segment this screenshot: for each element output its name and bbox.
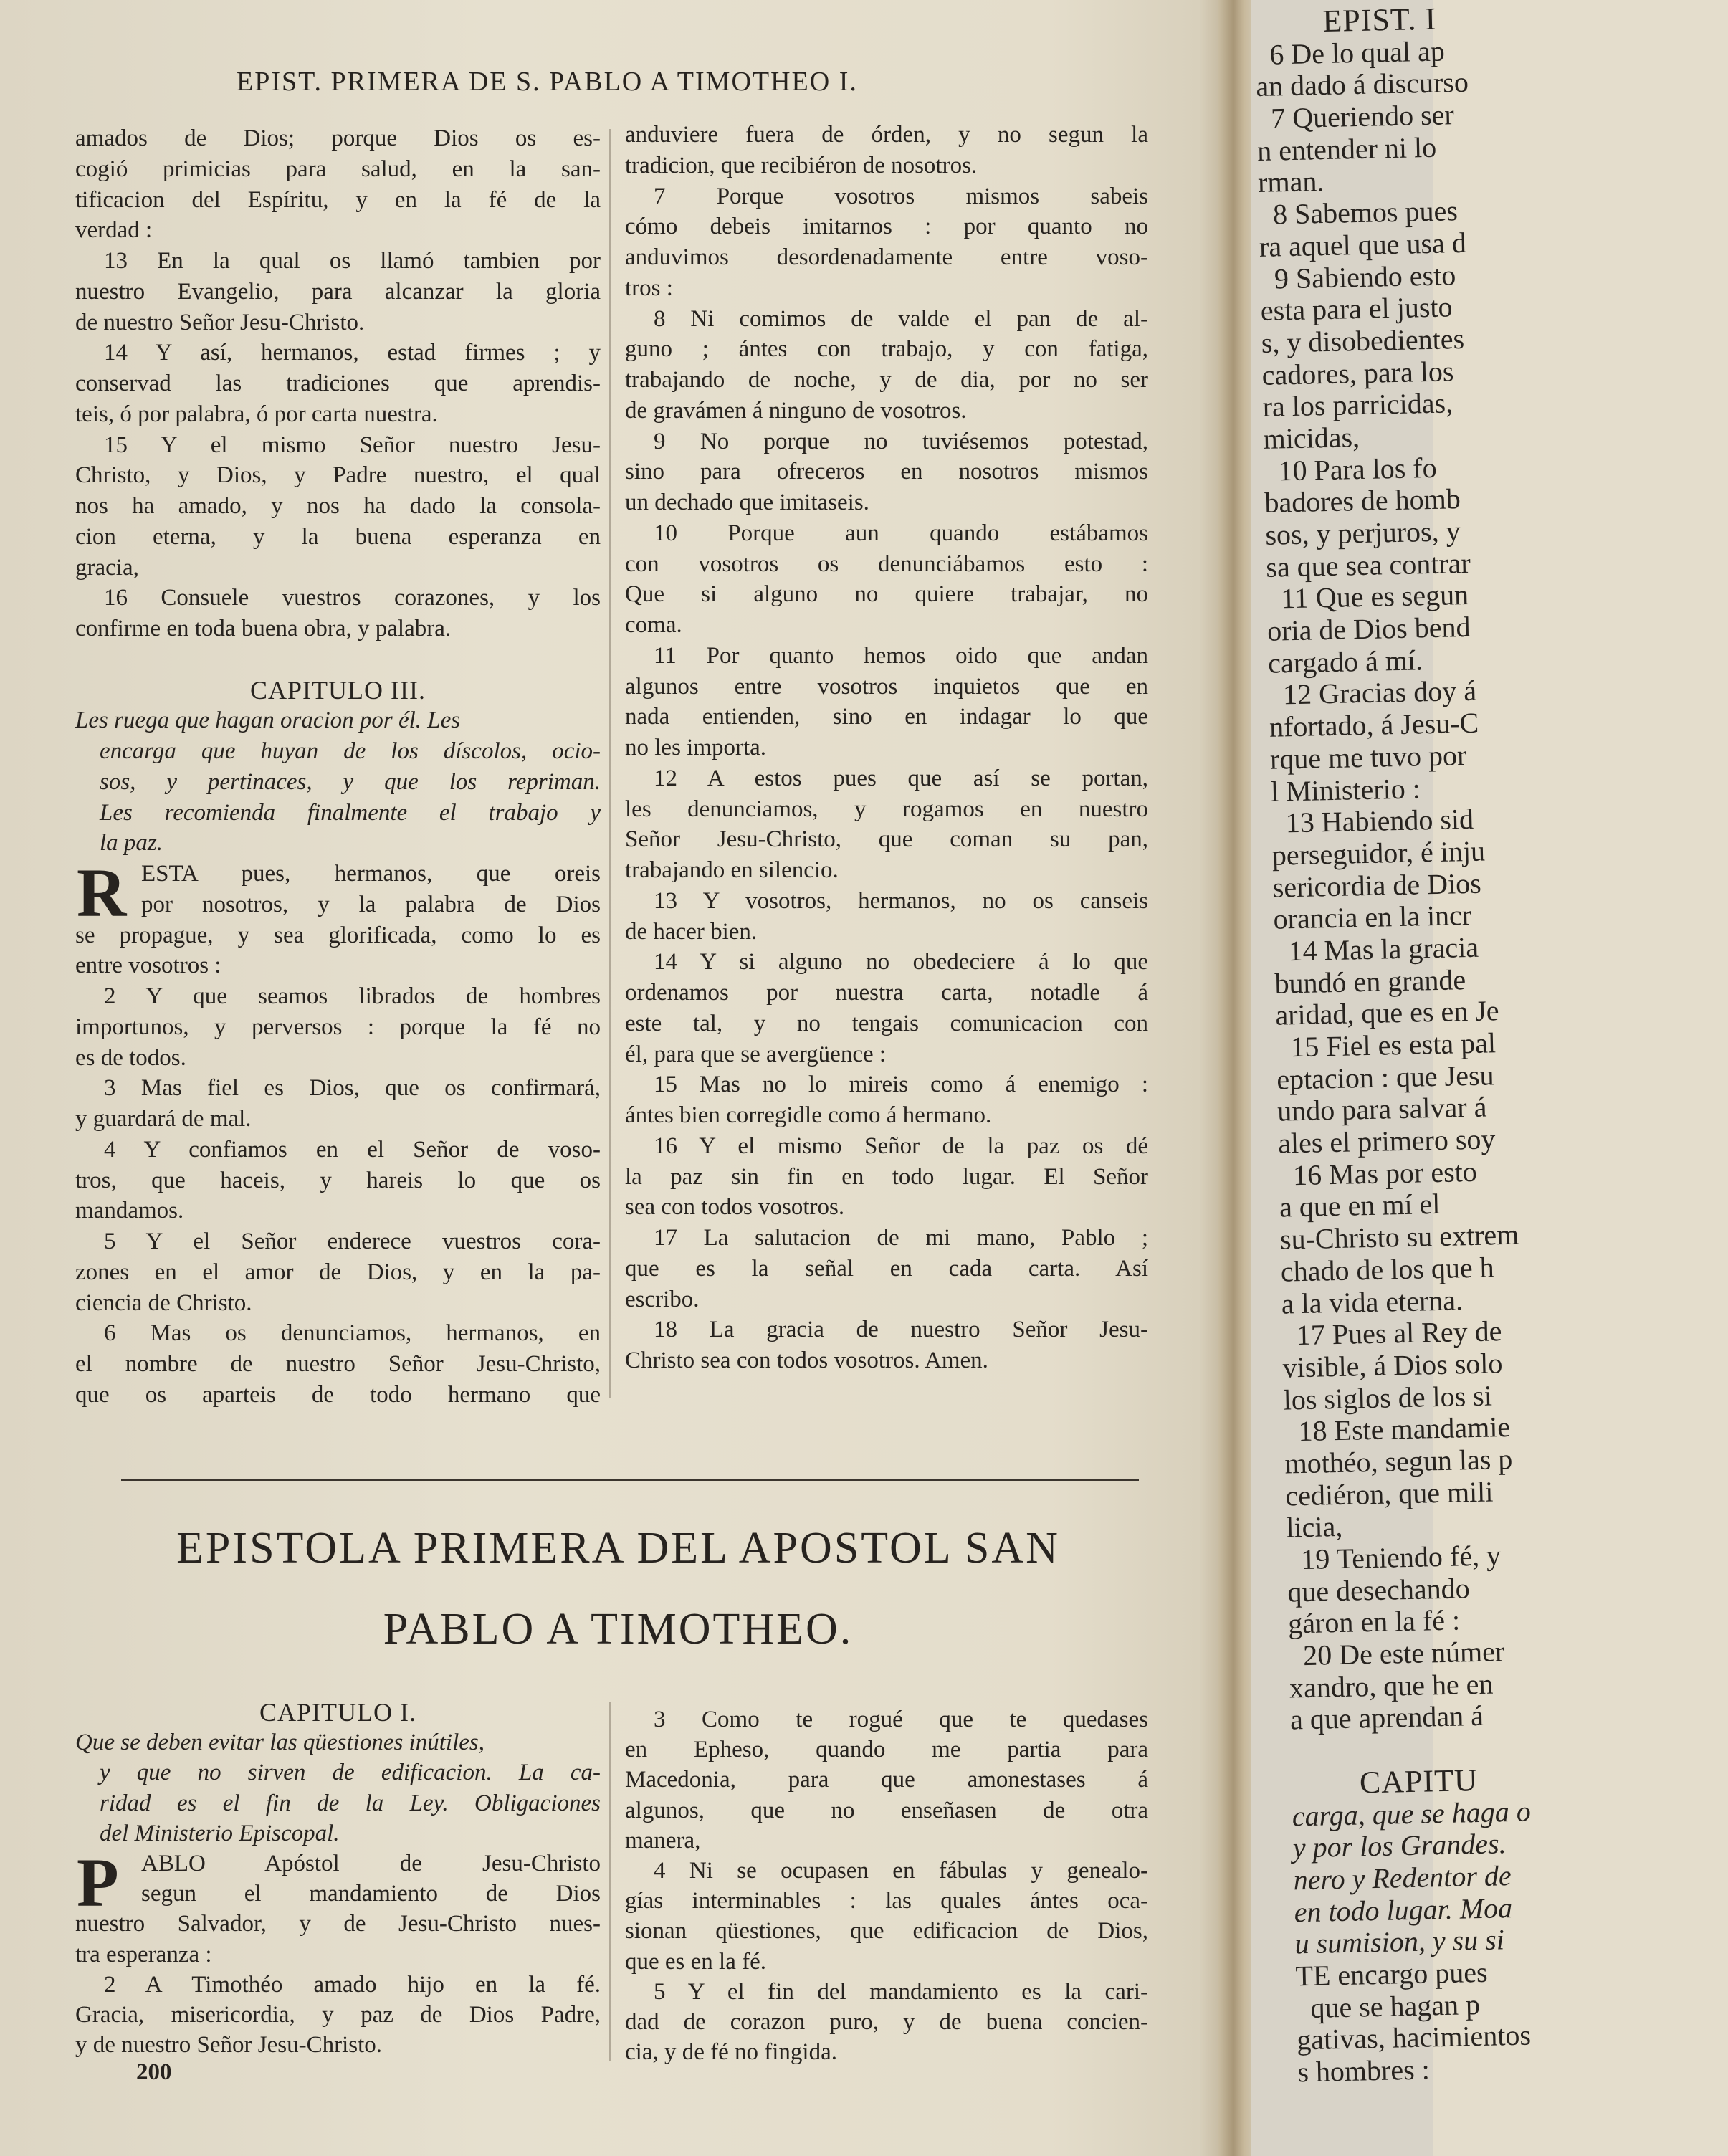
line-text: un dechado que imitaseis. (625, 490, 869, 515)
text-line (75, 583, 601, 614)
text-line (625, 610, 1148, 641)
text-line (75, 1940, 601, 1970)
line-text: 17 Pues al Rey de (1281, 1315, 1502, 1352)
line-text: nada entienden, sino en indagar lo que (625, 704, 1148, 730)
line-text: 9 Sabiendo esto (1259, 258, 1456, 295)
line-text: cómo debeis imitarnos : por quanto no (625, 214, 1148, 240)
line-text: aridad, que es en Je (1274, 994, 1499, 1031)
line-text: trabajando de noche, y de dia, por no ser (625, 367, 1148, 393)
section-divider (121, 1479, 1139, 1481)
line-text: 3 Como te rogué que te quedases (654, 1707, 1148, 1732)
text-line (625, 702, 1148, 733)
line-text: Que se deben evitar las qüestiones inútiles, (75, 1730, 484, 1756)
text-line (625, 1345, 1148, 1376)
line-text: que es la señal en cada carta. Así (625, 1255, 1148, 1282)
text-line (625, 1284, 1148, 1315)
text-line (75, 1257, 601, 1288)
text-line (625, 273, 1148, 304)
line-text: que desechando (1287, 1571, 1471, 1608)
text-line (75, 338, 601, 368)
line-text: de gravámen á ninguno de vosotros. (625, 397, 967, 424)
line-text: 14 Mas la gracia (1274, 930, 1479, 968)
line-text: 8 Sabemos pues (1258, 194, 1459, 232)
running-header: EPIST. PRIMERA DE S. PABLO A TIMOTHEO I. (237, 67, 858, 97)
line-text: tros, que haceis, y hareis lo que os (75, 1167, 601, 1193)
line-text: 15 Mas no lo mireis como á enemigo : (654, 1072, 1148, 1098)
line-text: que se hagan p (1296, 1988, 1481, 2025)
chapter-summary-line (75, 705, 601, 736)
drop-cap: P (77, 1843, 119, 1921)
text-line (625, 1223, 1148, 1254)
line-text: u sumision, y su si (1294, 1923, 1505, 1960)
line-text: el nombre de nuestro Señor Jesu-Christo, (75, 1351, 601, 1377)
text-line (75, 920, 601, 951)
line-text: 2 Y que seamos librados de hombres (104, 983, 601, 1009)
line-text: y guardará de mal. (75, 1106, 252, 1132)
line-text: gías interminables : las quales ántes oca- (625, 1888, 1148, 1914)
line-text: l Ministerio : (1270, 771, 1421, 808)
line-text: manera, (625, 1827, 701, 1854)
text-line (75, 614, 601, 644)
line-text: anduvimos desordenadamente entre voso- (625, 244, 1148, 270)
line-text: en todo lugar. Moa (1294, 1891, 1513, 1928)
line-text: ABLO Apóstol de Jesu-Christo (141, 1850, 601, 1876)
line-text: coma. (625, 612, 682, 638)
line-text: 19 Teniendo fé, y (1286, 1539, 1502, 1576)
text-line (75, 1104, 601, 1135)
line-text: conservad las tradiciones que aprendis- (75, 371, 601, 396)
top-right-column (625, 120, 1148, 1376)
chapter-summary-line (75, 798, 601, 829)
line-text: Gracia, misericordia, y paz de Dios Padre, (75, 2001, 601, 2028)
line-text: 13 En la qual os llamó tambien por (104, 248, 601, 274)
text-line (625, 1162, 1148, 1193)
line-text: an dado á discurso (1255, 66, 1469, 103)
line-text: a la vida eterna. (1281, 1283, 1464, 1320)
line-text: cediéron, que mili (1285, 1475, 1494, 1512)
line-text: que es en la fé. (625, 1948, 766, 1975)
line-text: ridad es el fin de la Ley. Obligaciones (100, 1790, 601, 1816)
text-line (75, 1073, 601, 1104)
text-line (625, 672, 1148, 702)
text-line (625, 1856, 1148, 1886)
text-line (625, 457, 1148, 487)
text-line (625, 1008, 1148, 1039)
line-text: micidas, (1263, 420, 1360, 455)
line-text: mandamos. (75, 1198, 184, 1224)
line-text: 17 La salutacion de mi mano, Pablo ; (654, 1225, 1148, 1251)
line-text: bundó en grande (1274, 963, 1466, 1000)
line-text: 6 De lo qual ap (1254, 34, 1446, 71)
line-text: 5 Y el fin del mandamiento es la cari- (654, 1978, 1148, 2005)
text-line (75, 307, 601, 338)
line-text: nfortado, á Jesu-C (1269, 706, 1479, 743)
text-line (625, 947, 1148, 978)
line-text: tradicion, que recibiéron de nosotros. (625, 152, 978, 178)
text-line (625, 242, 1148, 273)
chapter-summary-line (75, 1818, 601, 1849)
line-text: segun el mandamiento de Dios (141, 1881, 601, 1907)
line-text: algunos, que no enseñasen de otra (625, 1797, 1148, 1823)
text-line (75, 1970, 601, 2000)
right-page-column (1254, 0, 1728, 2089)
line-text: carga, que se haga o (1292, 1794, 1532, 1832)
line-text: dad de corazon puro, y de buena concien- (625, 2008, 1148, 2035)
text-line (625, 1795, 1148, 1826)
line-text: visible, á Dios solo (1282, 1347, 1503, 1384)
line-text: CAPITU (1359, 1762, 1479, 1800)
text-line (75, 644, 601, 675)
text-line (625, 120, 1148, 151)
line-text: la paz sin fin en todo lugar. El Señor (625, 1163, 1148, 1190)
line-text: tros : (625, 275, 673, 301)
column-rule (609, 1702, 611, 2061)
line-text: 7 Porque vosotros mismos sabeis (654, 183, 1148, 209)
text-line (625, 1254, 1148, 1284)
line-text: rque me tuvo por (1269, 738, 1467, 776)
line-text: ciencia de Christo. (75, 1289, 252, 1316)
text-line (75, 553, 601, 583)
line-text: 16 Y el mismo Señor de la paz os dé (654, 1132, 1148, 1159)
line-text: n entender ni lo (1256, 130, 1437, 167)
text-line (75, 491, 601, 522)
line-text: importunos, y perversos : porque la fé no (75, 1013, 601, 1040)
chapter-summary-line (75, 1757, 601, 1788)
text-line (625, 396, 1148, 426)
line-text: trabajando en silencio. (625, 857, 839, 883)
line-text: rman. (1257, 165, 1324, 199)
epistle-title-line-2: PABLO A TIMOTHEO. (383, 1605, 854, 1654)
line-text: 13 Y vosotros, hermanos, no os canseis (654, 887, 1148, 914)
chapter-summary-line (75, 1727, 601, 1757)
column-rule (609, 129, 611, 1398)
epistle-title-line-1: EPISTOLA PRIMERA DEL APOSTOL SAN (176, 1524, 1060, 1573)
line-text: confirme en toda buena obra, y palabra. (75, 616, 452, 641)
line-text: mothéo, segun las p (1284, 1442, 1513, 1480)
line-text: y de nuestro Señor Jesu-Christo. (75, 2032, 383, 2059)
line-text: 15 Fiel es esta pal (1275, 1026, 1497, 1064)
line-text: a que aprendan á (1289, 1699, 1484, 1736)
line-text: ra los parricidas, (1262, 386, 1453, 424)
line-text: nos ha amado, y nos ha dado la consola- (75, 493, 601, 519)
line-text: esta para el justo (1260, 290, 1453, 328)
line-text: los siglos de los si (1283, 1379, 1493, 1416)
line-text: entre vosotros : (75, 953, 221, 979)
line-text: tra esperanza : (75, 1941, 212, 1967)
line-text: 20 De este númer (1288, 1635, 1505, 1672)
line-text: del Ministerio Episcopal. (100, 1820, 340, 1846)
line-text: 4 Ni se ocupasen en fábulas y genealo- (654, 1857, 1148, 1884)
line-text: 10 Porque aun quando estábamos (654, 520, 1148, 546)
text-line (75, 889, 601, 920)
text-line (75, 1226, 601, 1257)
line-text: eptacion : que Jesu (1276, 1059, 1494, 1096)
line-text: 14 Y así, hermanos, estad firmes ; y (104, 340, 601, 366)
text-line (75, 1043, 601, 1074)
text-line (625, 181, 1148, 212)
line-text: por nosotros, y la palabra de Dios (141, 891, 601, 917)
line-text: nuestro Salvador, y de Jesu-Christo nues- (75, 1911, 601, 1937)
line-text: gracia, (75, 554, 139, 581)
line-text: con vosotros os denunciábamos esto : (625, 550, 1148, 577)
line-text: se propague, y sea glorificada, como lo es (75, 922, 601, 948)
right-page (1251, 0, 1532, 2156)
text-line (625, 487, 1148, 518)
line-text: EPIST. I (1322, 1, 1437, 39)
text-line (75, 430, 601, 461)
line-text: perseguidor, é inju (1271, 834, 1486, 872)
text-line (75, 1135, 601, 1165)
text-line (625, 518, 1148, 549)
line-text: CAPITULO I. (259, 1698, 416, 1727)
line-text: licia, (1285, 1510, 1343, 1544)
text-line (625, 1916, 1148, 1946)
line-text: este tal, y no tengais comunicacion con (625, 1010, 1148, 1036)
line-text: sericordia de Dios (1272, 867, 1482, 904)
top-left-column (75, 123, 601, 1411)
line-text: s hombres : (1297, 2053, 1431, 2089)
line-text: amados de Dios; porque Dios os es- (75, 125, 601, 151)
text-line (75, 950, 601, 981)
line-text: 16 Mas por esto (1278, 1155, 1478, 1192)
line-text: gativas, hacimientos (1296, 2018, 1532, 2056)
line-text: sos, y perjuros, y (1264, 515, 1461, 551)
text-line (75, 246, 601, 277)
line-text: sea con todos vosotros. (625, 1194, 845, 1221)
text-line (625, 2007, 1148, 2037)
line-text: cia, y de fé no fingida. (625, 2039, 837, 2066)
text-line (625, 365, 1148, 396)
line-text: undo para salvar á (1276, 1090, 1487, 1128)
text-line (625, 886, 1148, 917)
text-line (625, 978, 1148, 1008)
line-text: algunos entre vosotros inquietos que en (625, 673, 1148, 700)
line-text: encarga que huyan de los díscolos, ocio- (100, 738, 601, 764)
line-text: 5 Y el Señor enderece vuestros cora- (104, 1229, 601, 1254)
text-line (625, 2037, 1148, 2067)
line-text: xandro, que he en (1289, 1667, 1494, 1704)
line-text: Les ruega que hagan oracion por él. Les (75, 707, 461, 734)
line-text: es de todos. (75, 1044, 186, 1071)
text-line (625, 211, 1148, 242)
text-line (625, 1886, 1148, 1916)
line-text: s, y disobedientes (1261, 322, 1465, 359)
bottom-left-column (75, 1697, 601, 2060)
text-line (625, 304, 1148, 335)
text-line (625, 1826, 1148, 1856)
line-text: escribo. (625, 1286, 700, 1312)
line-text: 18 La gracia de nuestro Señor Jesu- (654, 1317, 1148, 1343)
line-text: su-Christo su extrem (1279, 1218, 1519, 1256)
text-line (75, 981, 601, 1012)
text-line (625, 579, 1148, 610)
line-text: guno ; ántes con trabajo, y con fatiga, (625, 336, 1148, 363)
line-text: la paz. (100, 830, 163, 857)
line-text: ordenamos por nuestra carta, notadle á (625, 980, 1148, 1006)
line-text: 18 Este mandamie (1284, 1411, 1511, 1448)
text-line (75, 1318, 601, 1349)
line-text: 11 Que es segun (1266, 578, 1469, 616)
chapter-summary-line (75, 736, 601, 767)
line-text: él, para que se avergüence : (625, 1041, 887, 1067)
line-text: oria de Dios bend (1266, 610, 1471, 647)
text-line (625, 917, 1148, 948)
line-text: teis, ó por palabra, ó por carta nuestra. (75, 401, 438, 427)
text-line (625, 1131, 1148, 1162)
line-text: 4 Y confiamos en el Señor de voso- (104, 1136, 601, 1163)
line-text: sos, y pertinaces, y que los repriman. (100, 768, 601, 795)
line-text: en Epheso, quando me partia para (625, 1737, 1148, 1763)
text-line (75, 1012, 601, 1043)
line-text: zones en el amor de Dios, y en la pa- (75, 1259, 601, 1285)
line-text: cadores, para los (1261, 354, 1454, 391)
line-text: ra aquel que usa d (1259, 226, 1467, 263)
line-text: Christo sea con todos vosotros. Amen. (625, 1348, 988, 1373)
text-line (75, 123, 601, 154)
line-text: 6 Mas os denunciamos, hermanos, en (104, 1320, 601, 1347)
line-text: 16 Consuele vuestros corazones, y los (104, 585, 601, 611)
line-text: 8 Ni comimos de valde el pan de al- (654, 305, 1148, 332)
text-line (625, 641, 1148, 672)
text-line (625, 1069, 1148, 1100)
text-line (75, 2000, 601, 2030)
text-line (75, 215, 601, 246)
line-text: CAPITULO III. (250, 675, 426, 705)
line-text: badores de homb (1264, 482, 1461, 520)
line-text: Les recomienda finalmente el trabajo y (100, 799, 601, 826)
text-line (625, 1315, 1148, 1345)
line-text: de hacer bien. (625, 918, 758, 945)
text-line (75, 185, 601, 216)
line-text: 11 Por quanto hemos oido que andan (654, 642, 1148, 669)
line-text: ántes bien corregidle como á hermano. (625, 1102, 992, 1128)
line-text: nero y Redentor de (1293, 1859, 1512, 1897)
line-text: 10 Para los fo (1264, 451, 1438, 487)
text-line (75, 1165, 601, 1196)
line-text: verdad : (75, 217, 153, 244)
line-text: 13 Habiendo sid (1271, 803, 1474, 839)
line-text: 3 Mas fiel es Dios, que os confirmará, (104, 1075, 601, 1102)
line-text: 12 Gracias doy á (1268, 674, 1477, 712)
line-text: Señor Jesu-Christo, que coman su pan, (625, 826, 1148, 853)
text-line (625, 794, 1148, 825)
line-text: orancia en la incr (1273, 899, 1472, 935)
line-text: 14 Y si alguno no obedeciere á lo que (654, 949, 1148, 976)
text-line (625, 855, 1148, 886)
line-text: Macedonia, para que amonestases á (625, 1767, 1148, 1793)
line-text: a que en mí el (1279, 1188, 1441, 1224)
line-text: sa que sea contrar (1265, 546, 1471, 583)
line-text: ales el primero soy (1277, 1122, 1496, 1160)
chapter-summary-line (75, 767, 601, 798)
line-text: sionan qüestiones, que edificacion de Dios, (625, 1918, 1148, 1945)
text-line (625, 1100, 1148, 1131)
text-line (625, 1947, 1148, 1977)
line-text: gáron en la fé : (1287, 1603, 1461, 1640)
text-line (625, 824, 1148, 855)
line-text: 2 A Timothéo amado hijo en la fé. (104, 1971, 601, 1998)
chapter-heading (75, 675, 601, 706)
line-text: nuestro Evangelio, para alcanzar la gloria (75, 278, 601, 305)
chapter-summary-line (75, 1788, 601, 1818)
drop-cap: R (77, 854, 127, 931)
text-line (625, 1977, 1148, 2007)
line-text: 7 Queriendo ser (1256, 98, 1455, 135)
text-line (625, 1735, 1148, 1765)
text-line (75, 2030, 601, 2060)
line-text: cion eterna, y la buena esperanza en (75, 523, 601, 550)
line-text: de nuestro Señor Jesu-Christo. (75, 309, 365, 335)
text-line (75, 1349, 601, 1380)
line-text: les denunciamos, y rogamos en nuestro (625, 796, 1148, 822)
text-line (75, 1380, 601, 1411)
text-line (625, 733, 1148, 763)
line-text: que os aparteis de todo hermano que (75, 1381, 601, 1408)
text-line (625, 151, 1148, 181)
line-text: cogió primicias para salud, en la san- (75, 156, 601, 182)
line-text: chado de los que h (1280, 1251, 1495, 1288)
line-text: TE encargo pues (1295, 1955, 1488, 1993)
line-text: cargado á mí. (1267, 644, 1423, 679)
text-line (625, 334, 1148, 365)
text-line (75, 154, 601, 185)
chapter-summary-line (75, 828, 601, 859)
text-line (75, 1288, 601, 1319)
line-text: ESTA pues, hermanos, que oreis (141, 861, 601, 887)
line-text: no les importa. (625, 735, 767, 760)
text-line (75, 399, 601, 430)
line-text: anduviere fuera de órden, y no segun la (625, 122, 1148, 148)
chapter-heading (75, 1697, 601, 1727)
line-text: 9 No porque no tuviésemos potestad, (654, 428, 1148, 454)
text-line (75, 368, 601, 399)
text-line (625, 1704, 1148, 1735)
line-text: tificacion del Espíritu, y en la fé de la (75, 186, 601, 213)
page-number: 200 (136, 2059, 172, 2085)
text-line (75, 1196, 601, 1226)
text-line (625, 763, 1148, 794)
line-text: Christo, y Dios, y Padre nuestro, el qual (75, 462, 601, 489)
text-line (75, 522, 601, 553)
text-line (625, 426, 1148, 457)
text-line (75, 1909, 601, 1939)
line-text: sino para ofreceros en nosotros mismos (625, 459, 1148, 485)
text-line (75, 460, 601, 491)
text-line (75, 1879, 601, 1909)
line-text: y por los Grandes. (1292, 1827, 1507, 1864)
line-text: Que si alguno no quiere trabajar, no (625, 581, 1148, 608)
text-line (625, 1039, 1148, 1070)
line-text: 15 Y el mismo Señor nuestro Jesu- (104, 431, 601, 458)
text-line (75, 277, 601, 307)
text-line (625, 1192, 1148, 1223)
line-text: y que no sirven de edificacion. La ca- (100, 1760, 601, 1786)
line-text: 12 A estos pues que así se portan, (654, 765, 1148, 791)
text-line (625, 549, 1148, 580)
text-line (625, 1765, 1148, 1795)
bottom-right-column (625, 1704, 1148, 2067)
